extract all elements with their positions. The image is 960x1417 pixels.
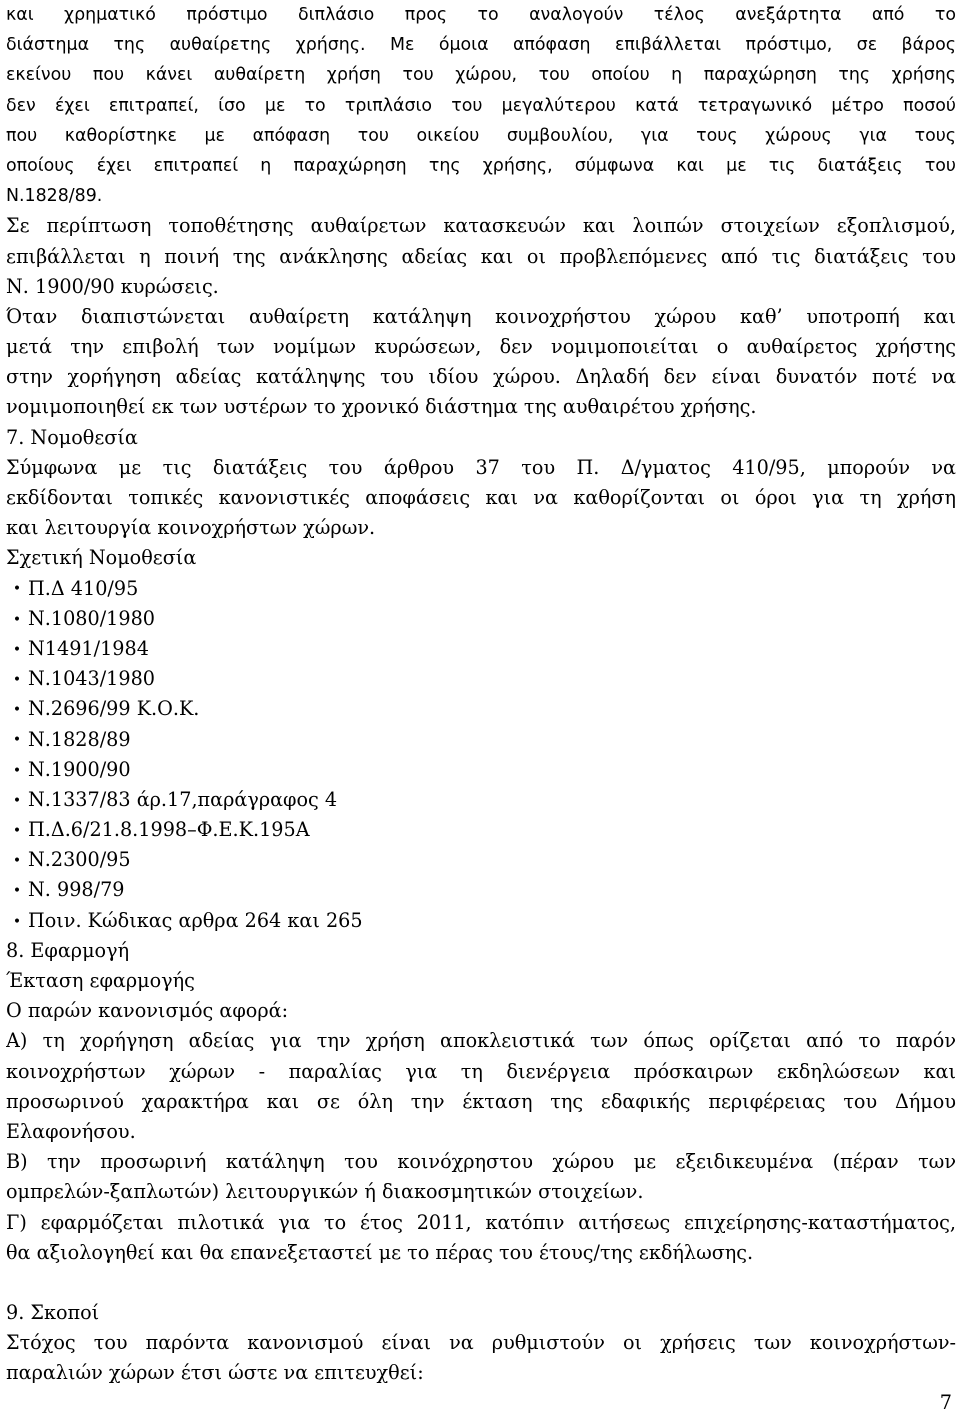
page-number: 7 [939,1391,952,1414]
section-heading: 9. Σκοποί [6,1301,100,1325]
list-item [6,694,956,724]
text-line: Ν.1828/89. [6,186,103,207]
paragraph-repeat-occupation [6,302,956,423]
text-line: επιβάλλεται η ποινή της ανάκλησης αδείας και οι προβλεπόμενες από τις διατάξεις του [6,244,956,268]
list-item [6,845,956,875]
text-line: Ελαφονήσου. [6,1119,136,1143]
text-line: και λειτουργία κοινοχρήστων χώρων. [6,516,376,540]
list-item-text: Ν.1337/83 άρ.17,παράγραφος 4 [28,787,338,811]
text-line: Γ) εφαρμόζεται πιλοτικά για το έτος 2011, κατόπιν αιτήσεως επιχείρησης-καταστήματος, [6,1210,956,1234]
related-legislation-heading: Σχετική Νομοθεσία [6,546,197,570]
list-item-text: Ν.2300/95 [28,848,131,872]
text-line: Ο παρών κανονισμός αφορά: [6,999,289,1023]
list-item [6,664,956,694]
text-line: στην χορήγηση αδείας κατάληψης του ιδίου χώρου. Δηλαδή δεν είναι δυνατόν ποτέ να [6,365,956,389]
text-line: θα αξιολογηθεί και θα επανεξεταστεί με το πέρας του έτους/της εκδήλωσης. [6,1240,754,1264]
bullet-icon: • [12,702,22,719]
text-line: και χρηματικό πρόστιμο διπλάσιο προς το αναλογούν τέλος ανεξάρτητα από το [6,5,956,25]
section-objectives [6,1298,956,1389]
list-item [6,875,956,905]
bullet-icon: • [12,822,22,839]
section-application [6,936,956,1268]
list-item-text: Ν.1900/90 [28,757,131,781]
blank-line [6,1268,956,1298]
list-item [6,634,956,664]
subsection-heading: Έκταση εφαρμογής [6,969,195,992]
list-item-text: Ποιν. Κώδικας αρθρα 264 και 265 [28,908,363,932]
text-line: Α) τη χορήγηση αδείας για την χρήση αποκλειστικά των όπως ορίζεται από το παρόν [6,1029,956,1053]
text-line: προσωρινού χαρακτήρα και σε όλη την έκταση της εδαφικής περιφέρειας του Δήμου [6,1089,956,1113]
bullet-icon: • [12,913,22,930]
bullet-icon: • [12,792,22,809]
section-legislation [6,423,956,936]
text-line: νομιμοποιηθεί εκ των υστέρων το χρονικό διάστημα της αυθαιρέτου χρήσης. [6,395,757,419]
bullet-icon: • [12,611,22,628]
section-heading: 7. Νομοθεσία [6,425,138,449]
document-page [6,0,956,1389]
bullet-icon: • [12,853,22,870]
text-line: που καθορίστηκε με απόφαση του οικείου συμβουλίου, για τους χώρους για τους [6,125,956,146]
text-line: κοινοχρήστων χώρων - παραλίας για τη διενέργεια πρόσκαιρων εκδηλώσεων και [6,1059,956,1083]
list-item-text: Π.Δ 410/95 [28,576,139,600]
text-line: παραλιών χώρων έτσι ώστε να επιτευχθεί: [6,1361,424,1385]
text-line: εκείνου που κάνει αυθαίρετη χρήση του χώρου, του οποίου η παραχώρηση της χρήσης [6,65,956,86]
section-heading: 8. Εφαρμογή [6,938,130,962]
list-item-text: Ν.1080/1980 [28,606,156,630]
list-item [6,906,956,936]
list-item [6,755,956,785]
list-item-text: Ν1491/1984 [28,636,149,660]
paragraph-penalty-continued [6,0,956,211]
paragraph-unauthorized-constructions [6,211,956,302]
text-line: Β) την προσωρινή κατάληψη του κοινόχρηστου χώρου με εξειδικευμένα (πέραν των [6,1150,956,1174]
text-line: Σε περίπτωση τοποθέτησης αυθαίρετων κατασκευών και λοιπών στοιχείων εξοπλισμού, [6,214,956,238]
text-line: Όταν διαπιστώνεται αυθαίρετη κατάληψη κοινοχρήστου χώρου καθ’ υποτροπή και [6,304,956,328]
text-line: δεν έχει επιτραπεί, ίσο με το τριπλάσιο του μεγαλύτερου κατά τετραγωνικό μέτρο ποσού [6,95,956,116]
related-legislation-list [6,574,956,936]
bullet-icon: • [12,883,22,900]
text-line: μετά την επιβολή των νομίμων κυρώσεων, δεν νομιμοποιείται ο αυθαίρετος χρήστης [6,335,956,359]
list-item-text: Π.Δ.6/21.8.1998–Φ.Ε.Κ.195Α [28,818,310,842]
bullet-icon: • [12,762,22,779]
list-item [6,785,956,815]
text-line: Ν. 1900/90 κυρώσεις. [6,274,219,298]
bullet-icon: • [12,672,22,689]
bullet-icon: • [12,732,22,749]
list-item-text: Ν.2696/99 Κ.Ο.Κ. [28,697,200,721]
list-item-text: Ν.1043/1980 [28,667,156,691]
text-line: Σύμφωνα με τις διατάξεις του άρθρου 37 του Π. Δ/γματος 410/95, μπορούν να [6,455,956,479]
text-line: Στόχος του παρόντα κανονισμού είναι να ρυθμιστούν οι χρήσεις των κοινοχρήστων- [6,1331,956,1355]
text-line: ομπρελών-ξαπλωτών) λειτουργικών ή διακοσμητικών στοιχείων. [6,1180,644,1204]
bullet-icon: • [12,641,22,658]
list-item [6,604,956,634]
list-item-text: Ν.1828/89 [28,727,131,751]
list-item [6,725,956,755]
bullet-icon: • [12,581,22,598]
list-item-text: Ν. 998/79 [28,878,125,902]
list-item [6,574,956,604]
list-item [6,815,956,845]
text-line: εκδίδονται τοπικές κανονιστικές αποφάσεις και να καθορίζονται οι όροι για τη χρήση [6,486,956,509]
text-line: διάστημα της αυθαίρετης χρήσης. Με όμοια απόφαση επιβάλλεται πρόστιμο, σε βάρος [6,35,956,56]
text-line: οποίους έχει επιτραπεί η παραχώρηση της χρήσης, σύμφωνα και με τις διατάξεις του [6,155,956,176]
